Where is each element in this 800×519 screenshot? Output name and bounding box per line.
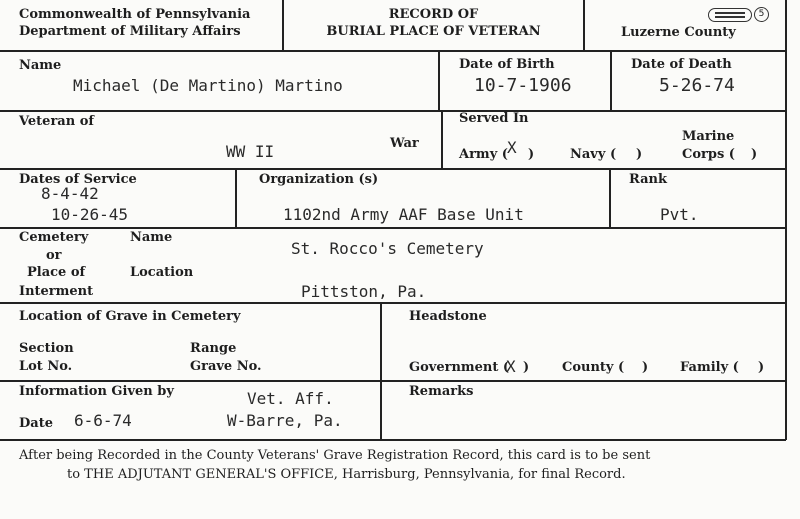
remarks-label: Remarks	[409, 384, 474, 399]
date-value: 6-6-74	[74, 411, 132, 430]
grave-location-label: Location of Grave in Cemetery	[19, 309, 241, 324]
header-left-line2: Department of Military Affairs	[19, 24, 241, 39]
death-value: 5-26-74	[659, 75, 735, 96]
header-center-line2: BURIAL PLACE OF VETERAN	[326, 24, 541, 39]
county-label: County (	[562, 360, 625, 375]
county-close: )	[642, 360, 649, 375]
army-label: Army (	[459, 147, 508, 162]
rule-grave-bottom	[0, 380, 786, 382]
marine-label: Marine	[682, 129, 735, 144]
navy-label: Navy (	[570, 147, 617, 162]
organization-label: Organization (s)	[259, 172, 379, 187]
corps-close: )	[751, 147, 758, 162]
war-value: WW II	[226, 142, 275, 161]
footer-line1: After being Recorded in the County Veterans' Grave Registration Record, this card is to be sent	[19, 448, 651, 463]
cemetery-name-value: St. Rocco's Cemetery	[291, 239, 484, 258]
lot-label: Lot No.	[19, 359, 73, 374]
navy-close: )	[636, 147, 643, 162]
or-label: or	[46, 248, 62, 263]
veteran-of-label: Veteran of	[19, 114, 94, 129]
rule-info-bottom	[0, 439, 786, 441]
range-label: Range	[190, 341, 237, 356]
army-close: )	[528, 147, 535, 162]
rule-birth-death	[610, 50, 612, 110]
government-mark: X	[506, 357, 516, 376]
family-close: )	[758, 360, 765, 375]
section-label: Section	[19, 341, 74, 356]
rule-name-bottom	[0, 110, 786, 112]
header-left-line1: Commonwealth of Pennsylvania	[19, 7, 251, 22]
date-label: Date	[19, 416, 53, 431]
cemetery-label: Cemetery	[19, 230, 89, 245]
cemetery-location-label: Location	[130, 265, 194, 280]
birth-value: 10-7-1906	[474, 75, 572, 96]
dates-of-service-label: Dates of Service	[19, 172, 137, 187]
corps-label: Corps (	[682, 147, 735, 162]
rule-name-birth	[438, 50, 440, 110]
death-label: Date of Death	[631, 57, 732, 72]
header-county: Luzerne County	[621, 25, 736, 40]
family-label: Family (	[680, 360, 739, 375]
grave-no-label: Grave No.	[190, 359, 262, 374]
place-of-label: Place of	[27, 265, 86, 280]
served-in-label: Served In	[459, 111, 529, 126]
rank-value: Pvt.	[660, 205, 699, 224]
headstone-label: Headstone	[409, 309, 487, 324]
interment-label: Interment	[19, 284, 94, 299]
rule-service-bottom	[0, 227, 786, 229]
rule-header-bottom	[0, 50, 786, 52]
rule-veteran-bottom	[0, 168, 786, 170]
cemetery-name-label: Name	[130, 230, 173, 245]
rule-org-rank	[609, 168, 611, 227]
rank-label: Rank	[629, 172, 667, 187]
rule-grave-headstone	[380, 302, 382, 440]
header-center-line1: RECORD OF	[388, 7, 479, 22]
birth-label: Date of Birth	[459, 57, 555, 72]
information-given-by-line2: W-Barre, Pa.	[227, 411, 343, 430]
rule-right-edge	[785, 0, 787, 440]
dates-to-value: 10-26-45	[51, 205, 129, 224]
rule-veteran-served	[441, 110, 443, 168]
organization-value: 1102nd Army AAF Base Unit	[283, 205, 524, 224]
card-number-badge: 5	[754, 7, 769, 22]
information-given-by-label: Information Given by	[19, 384, 174, 399]
government-close: )	[523, 360, 530, 375]
rule-cemetery-bottom	[0, 302, 786, 304]
government-label: Government (	[409, 360, 510, 375]
union-label-seal-icon	[708, 8, 752, 22]
war-label: War	[390, 136, 419, 151]
cemetery-location-value: Pittston, Pa.	[301, 282, 427, 301]
information-given-by-line1: Vet. Aff.	[247, 389, 334, 408]
name-value: Michael (De Martino) Martino	[73, 76, 343, 95]
rule-dates-org	[235, 168, 237, 227]
army-mark: X	[507, 138, 517, 157]
footer-line2: to THE ADJUTANT GENERAL'S OFFICE, Harrisburg, Pennsylvania, for final Record.	[67, 467, 626, 482]
dates-from-value: 8-4-42	[41, 184, 99, 203]
name-label: Name	[19, 58, 62, 73]
